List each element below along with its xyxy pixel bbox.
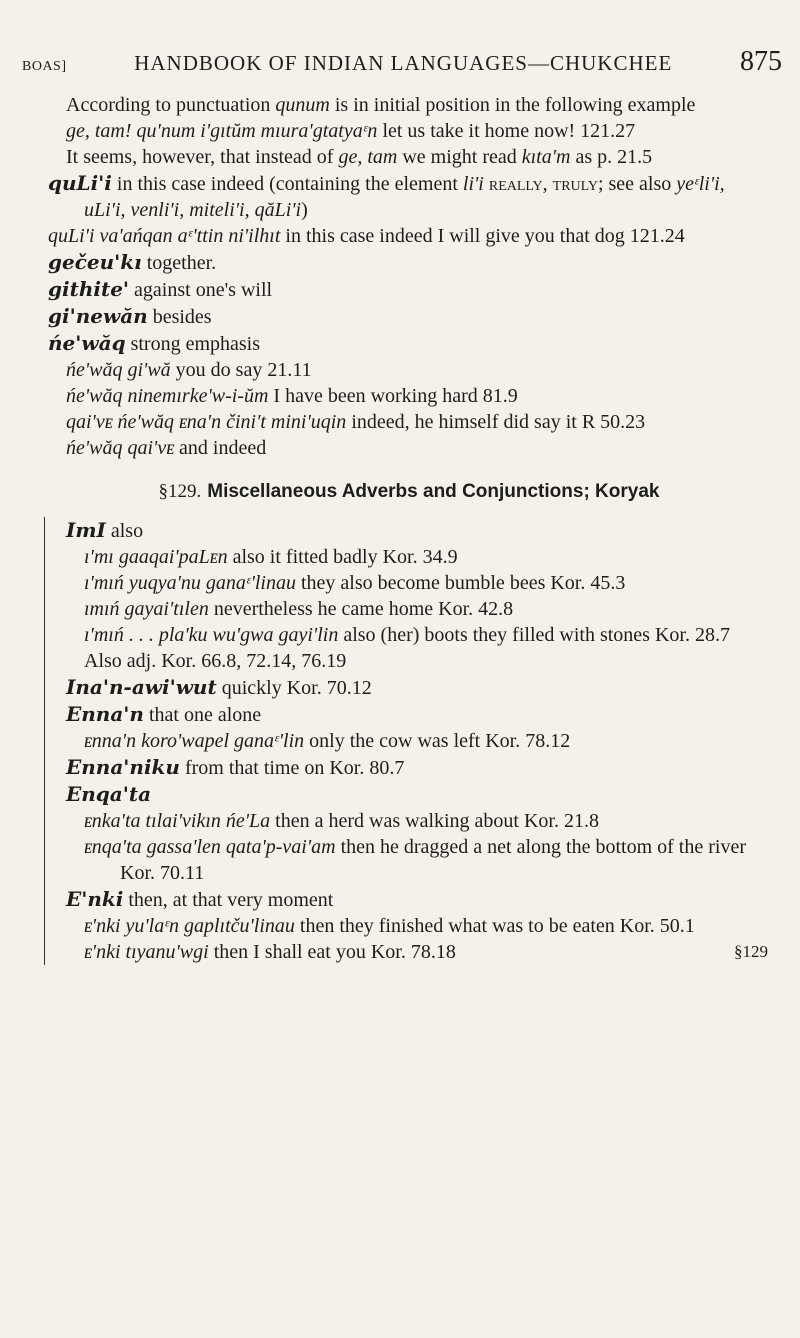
koryak-entry: ImI also	[66, 518, 144, 542]
section-title: Miscellaneous Adverbs and Conjunctions; Koryak	[207, 481, 660, 502]
newaq-example: ńe'wăq gi'wă you do say 21.11	[66, 359, 312, 381]
entry-ginewan: gi'newăn besides	[48, 304, 212, 328]
koryak-entry: Ina'n-awi'wut quickly Kor. 70.12	[66, 675, 372, 699]
koryak-example: ᴇ'nki tıyanu'wgi then I shall eat you Kor. 78.18 §129	[84, 941, 768, 963]
newaq-example: ńe'wăq ninemırke'w-i-ŭm I have been working hard 81.9	[66, 385, 518, 407]
koryak-example: ımıń gayai'tılen nevertheless he came home Kor. 42.8	[84, 598, 514, 620]
entry-quli: quLi'i in this case indeed (containing the element li'i really, truly; see also yeᵋli'i, uLi'i, venli'i, miteli'i, qăLi'i)	[48, 171, 725, 221]
koryak-example: ᴇnqa'ta gassa'len qata'p-vai'am then he dragged a net along the bottom of the river Kor. 70.11	[84, 836, 746, 884]
intro-note: It seems, however, that instead of ge, tam we might read kıta'm as p. 21.5	[66, 146, 653, 168]
section-heading	[48, 479, 770, 505]
page-body	[48, 92, 770, 965]
koryak-entry: Enqa'ta	[66, 782, 152, 806]
koryak-entry: Enna'niku from that time on Kor. 80.7	[66, 755, 405, 779]
koryak-entry: Enna'n that one alone	[66, 702, 262, 726]
koryak-example: ı'mıń . . . pla'ku wu'gwa gayi'lin also (her) boots they filled with stones Kor. 28.7	[84, 624, 730, 646]
koryak-example: ᴇ'nki yu'laᵋn gaplıtču'linau then they finished what was to be eaten Kor. 50.1	[84, 915, 695, 937]
author-tag: BOAS]	[22, 59, 67, 74]
running-title: HANDBOOK OF INDIAN LANGUAGES—CHUKCHEE	[134, 51, 673, 75]
intro-paragraph: According to punctuation qunum is in initial position in the following example	[66, 94, 696, 116]
entry-githite: githite' against one's will	[48, 277, 273, 301]
koryak-entry: E'nki then, at that very moment	[66, 887, 334, 911]
koryak-example: ᴇnka'ta tılai'vikın ńe'La then a herd was walking about Kor. 21.8	[84, 810, 599, 832]
section-number: §129.	[158, 481, 202, 502]
entry-geceukı: gečeu'kı together.	[48, 250, 217, 274]
intro-example: ge, tam! qu'num i'gıtŭm mıura'gtatyaᵋn let us take it home now! 121.27	[66, 120, 636, 142]
margin-rule	[44, 517, 45, 965]
newaq-example: ńe'wăq qai'vᴇ and indeed	[66, 437, 267, 459]
running-head	[22, 46, 782, 78]
koryak-example: ı'mıń yuqya'nu ganaᵋ'linau they also become bumble bees Kor. 45.3	[84, 572, 626, 594]
koryak-note: Also adj. Kor. 66.8, 72.14, 76.19	[84, 650, 347, 672]
koryak-block	[44, 517, 770, 965]
newaq-example: qai'vᴇ ńe'wăq ᴇna'n čini't mini'uqin indeed, he himself did say it R 50.23	[66, 411, 646, 433]
koryak-example: ı'mı gaaqai'paLᴇn also it fitted badly Kor. 34.9	[84, 546, 458, 568]
koryak-example: ᴇnna'n koro'wapel ganaᵋ'lin only the cow was left Kor. 78.12	[84, 730, 571, 752]
example-quli: quLi'i va'ańqan aᵋ'ttin ni'ilhıt in this case indeed I will give you that dog 121.24	[48, 225, 685, 247]
entry-newaq: ńe'wăq strong emphasis	[48, 331, 260, 355]
page-number: 875	[740, 46, 782, 77]
